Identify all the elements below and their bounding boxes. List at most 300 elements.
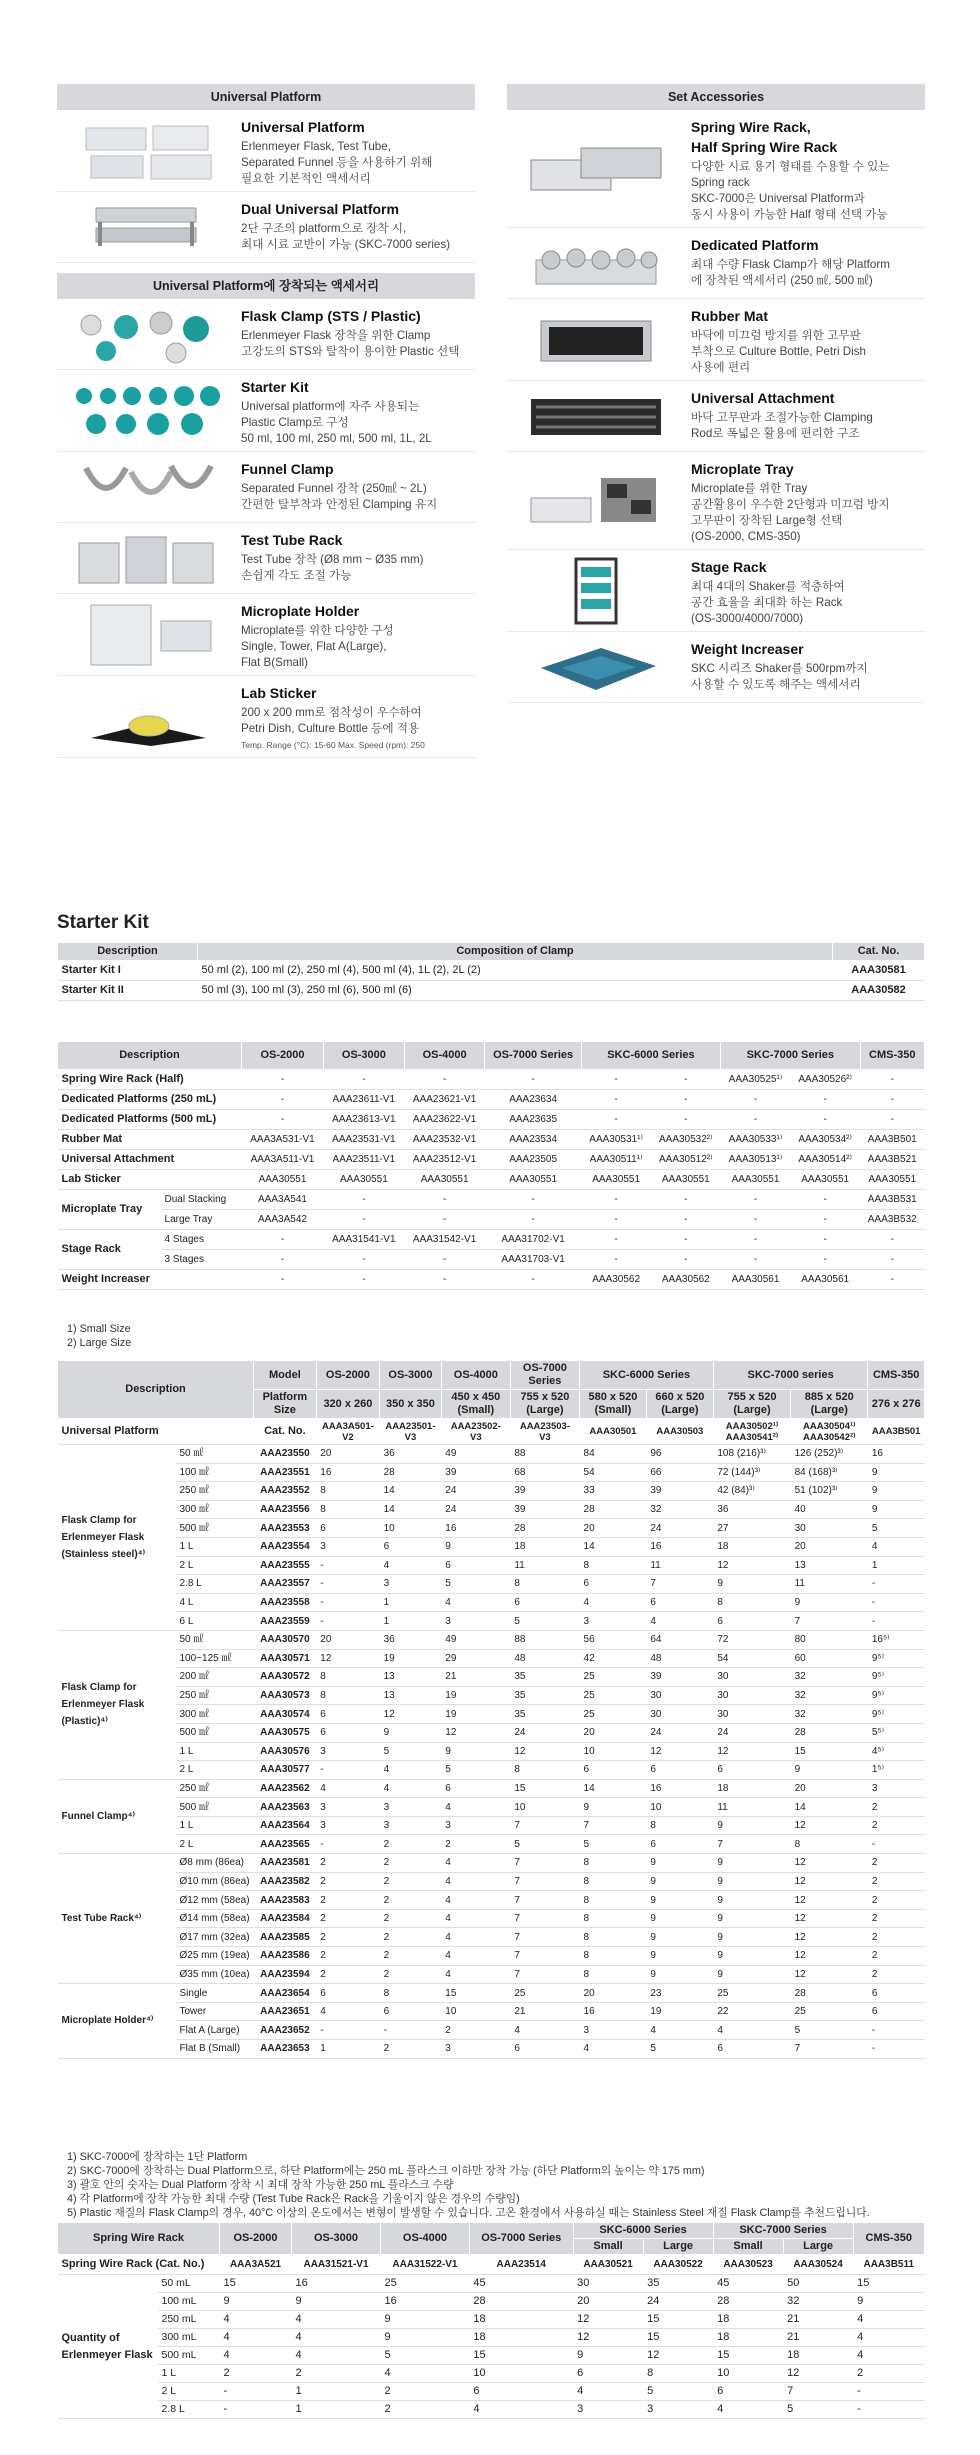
- cell: 39: [441, 1463, 510, 1482]
- test-tube-rack-item-line: Test Tube 장착 (Ø8 mm ~ Ø35 mm): [241, 553, 424, 566]
- cell: 20: [316, 1630, 379, 1649]
- row-label: Dedicated Platforms (250 mL): [58, 1090, 242, 1110]
- table-row: [58, 1835, 925, 1854]
- lab-sticker-item-text: [235, 682, 475, 753]
- note: 1) Small Size: [67, 1323, 131, 1335]
- table-row: [58, 1593, 925, 1612]
- cell: 35: [510, 1705, 579, 1724]
- cell: 4: [646, 1612, 713, 1631]
- microplate-holder-item-text: [235, 600, 475, 671]
- cell: 49: [441, 1630, 510, 1649]
- cell: 5: [380, 1742, 442, 1761]
- group-label: Quantity of Erlenmeyer Flask: [58, 2275, 158, 2419]
- cell: AAA30513¹⁾: [721, 1150, 791, 1170]
- cell: 9: [580, 1798, 647, 1817]
- column-header: SKC-7000 Series: [721, 1042, 860, 1070]
- cell: 13: [791, 1556, 868, 1575]
- cat-no: AAA23554: [254, 1537, 317, 1556]
- table-row: [58, 1519, 925, 1538]
- column-header: OS-3000: [380, 1361, 442, 1390]
- dedicated-platform-item-title: Dedicated Platform: [691, 237, 819, 253]
- microplate-holder-item-line: Flat B(Small): [241, 656, 308, 669]
- tube-image: [57, 529, 235, 589]
- cell: 96: [646, 1445, 713, 1464]
- cell: 39: [510, 1482, 579, 1501]
- cell: 14: [380, 1482, 442, 1501]
- cell: 12: [573, 2311, 643, 2329]
- cell: 18: [713, 2329, 783, 2347]
- row-sublabel: Large Tray: [161, 1210, 242, 1230]
- lab-sticker-item-spec: Temp. Range (°C): 15-60 Max. Speed (rpm): 250: [241, 740, 425, 750]
- cat-no: AAA23559: [254, 1612, 317, 1631]
- cell: 3: [580, 2021, 647, 2040]
- cell: 84 (168)³⁾: [791, 1463, 868, 1482]
- cell: 8: [643, 2365, 713, 2383]
- cell: 9: [853, 2293, 924, 2311]
- cell: 10: [441, 2002, 510, 2021]
- column-header: OS-7000 Series: [510, 1361, 579, 1390]
- cell: -: [868, 1593, 925, 1612]
- cell: 2: [868, 1947, 925, 1966]
- cell: 30: [713, 1705, 790, 1724]
- cell: 6: [316, 1519, 379, 1538]
- cell: -: [651, 1250, 721, 1270]
- spring-wire-rack-item-text: [685, 116, 925, 223]
- microplate-tray-item: [507, 452, 925, 550]
- cell: 7: [580, 1816, 647, 1835]
- table-row: [58, 2329, 925, 2347]
- cell: 15: [643, 2311, 713, 2329]
- group-label: Flask Clamp for Erlenmeyer Flask (Stainless steel)⁴⁾: [58, 1445, 176, 1631]
- cell: 15: [510, 1779, 579, 1798]
- cell: 9: [646, 1909, 713, 1928]
- cell: -: [485, 1190, 581, 1210]
- cell: -: [404, 1250, 485, 1270]
- table-row: [58, 1798, 925, 1817]
- cell: 30: [646, 1705, 713, 1724]
- cell: AAA30562: [651, 1270, 721, 1290]
- row-sublabel: 50 ㎖: [176, 1630, 254, 1649]
- cell: 12: [791, 1891, 868, 1910]
- cell: 25: [580, 1705, 647, 1724]
- cell: 21: [783, 2329, 853, 2347]
- cat-no: AAA23562: [254, 1779, 317, 1798]
- universal-attachment-item-line: 바닥 고무판과 조절가능한 Clamping: [691, 411, 873, 424]
- row-sublabel: 200 ㎖: [176, 1668, 254, 1687]
- cell: 4: [573, 2383, 643, 2401]
- table-row: [58, 1742, 925, 1761]
- cat-no: AAA30577: [254, 1761, 317, 1780]
- cell: 7: [510, 1928, 579, 1947]
- cell: 10: [646, 1798, 713, 1817]
- cell: 49: [441, 1445, 510, 1464]
- cell: AAA31702-V1: [485, 1230, 581, 1250]
- cell: 4: [469, 2401, 573, 2419]
- column-header: Spring Wire Rack: [58, 2223, 220, 2255]
- table-row: [58, 1190, 925, 1210]
- cell: 40: [791, 1500, 868, 1519]
- cell: Starter Kit I: [58, 961, 198, 981]
- column-header: OS-3000: [292, 2223, 381, 2255]
- cell: AAA30525¹⁾: [721, 1070, 791, 1090]
- cat-no: AAA23552: [254, 1482, 317, 1501]
- cell: -: [651, 1210, 721, 1230]
- row-sublabel: 1 L: [176, 1816, 254, 1835]
- microplate-holder-item-title: Microplate Holder: [241, 603, 360, 619]
- cell: 24: [643, 2293, 713, 2311]
- cell: 14: [580, 1779, 647, 1798]
- universal-platform-item-title: Universal Platform: [241, 119, 365, 135]
- stage-rack-item-line: (OS-3000/4000/7000): [691, 612, 804, 625]
- column-header: 320 x 260: [316, 1390, 379, 1419]
- cell: -: [241, 1270, 323, 1290]
- cat-no: AAA23558: [254, 1593, 317, 1612]
- attach-image: [507, 387, 685, 447]
- cell: AAA3B501: [868, 1419, 925, 1445]
- cell: 16: [646, 1537, 713, 1556]
- cell: 5: [380, 2347, 469, 2365]
- cat-no: AAA30575: [254, 1723, 317, 1742]
- cell: 9: [441, 1537, 510, 1556]
- cell: 9: [791, 1761, 868, 1780]
- cell: 25: [510, 1984, 579, 2003]
- cell: 12: [791, 1928, 868, 1947]
- starter-kit-table: [57, 942, 925, 1001]
- cell: 2: [380, 1928, 442, 1947]
- cell: 2: [868, 1909, 925, 1928]
- cell: -: [581, 1070, 651, 1090]
- cell: -: [581, 1090, 651, 1110]
- cell: AAA3B521: [860, 1150, 924, 1170]
- column-header: OS-3000: [323, 1042, 404, 1070]
- table-row: [58, 1500, 925, 1519]
- cell: 2: [380, 1909, 442, 1928]
- cell: 9: [713, 1816, 790, 1835]
- cell: -: [404, 1270, 485, 1290]
- cell: 6: [713, 2040, 790, 2059]
- cell: -: [860, 1110, 924, 1130]
- cell: AAA30551: [790, 1170, 860, 1190]
- cell: 8: [580, 1891, 647, 1910]
- row-sublabel: Ø25 mm (19ea): [176, 1947, 254, 1966]
- cell: 32: [783, 2293, 853, 2311]
- microplate-tray-item-line: Microplate를 위한 Tray: [691, 482, 808, 495]
- stage-rack-item-title: Stage Rack: [691, 559, 767, 575]
- cell: -: [790, 1210, 860, 1230]
- cell: -: [485, 1070, 581, 1090]
- table-row: [58, 1210, 925, 1230]
- funnel-clamp-item-line: 간편한 탈부착과 안정된 Clamping 유지: [241, 498, 438, 511]
- cell: -: [241, 1250, 323, 1270]
- lab-sticker-item-title: Lab Sticker: [241, 685, 317, 701]
- cell: -: [581, 1230, 651, 1250]
- cell: -: [868, 2040, 925, 2059]
- cell: 18: [713, 2311, 783, 2329]
- row-label: Weight Increaser: [58, 1270, 242, 1290]
- column-header: CMS-350: [860, 1042, 924, 1070]
- cell: AAA30551: [721, 1170, 791, 1190]
- table-row: [58, 1250, 925, 1270]
- cell: 13: [380, 1686, 442, 1705]
- cell: 16: [868, 1445, 925, 1464]
- column-header: SKC-6000 Series: [573, 2223, 713, 2239]
- cell: 66: [646, 1463, 713, 1482]
- starter-kit-item-text: [235, 376, 475, 447]
- column-header: Small: [713, 2239, 783, 2255]
- cell: 12: [441, 1723, 510, 1742]
- stage-rack-item-line: 최대 4대의 Shaker를 적층하여: [691, 580, 845, 593]
- cell: 1⁵⁾: [868, 1761, 925, 1780]
- cell: 2: [868, 1816, 925, 1835]
- cell: 2: [380, 2383, 469, 2401]
- weight-increaser-item-title: Weight Increaser: [691, 641, 804, 657]
- cell: 27: [713, 1519, 790, 1538]
- cell: 54: [713, 1649, 790, 1668]
- cell: 33: [580, 1482, 647, 1501]
- column-header: OS-4000: [441, 1361, 510, 1390]
- table-row: [58, 1705, 925, 1724]
- cell: 35: [510, 1668, 579, 1687]
- cell: AAA23621-V1: [404, 1090, 485, 1110]
- cell: AAA30533¹⁾: [721, 1130, 791, 1150]
- cell: 2: [380, 1835, 442, 1854]
- dual-universal-platform-item-line: 최대 시료 교반이 가능 (SKC-7000 series): [241, 238, 451, 251]
- cell: 4: [441, 1798, 510, 1817]
- weight-increaser-item-text: [685, 638, 925, 698]
- universal-attachment-item-title: Universal Attachment: [691, 390, 835, 406]
- cell: 8: [580, 1556, 647, 1575]
- cell: 12: [510, 1742, 579, 1761]
- cell: AAA30503: [646, 1419, 713, 1445]
- cell: -: [790, 1250, 860, 1270]
- cell: 10: [713, 2365, 783, 2383]
- plate-image: [57, 116, 235, 187]
- cell: 6: [713, 1612, 790, 1631]
- row-sublabel: 4 L: [176, 1593, 254, 1612]
- cat-no: AAA23582: [254, 1872, 317, 1891]
- platform-accessories-bar: Universal Platform에 장착되는 액세서리: [57, 273, 475, 299]
- column-header: Description: [58, 943, 198, 961]
- cell: 14: [380, 1500, 442, 1519]
- test-tube-rack-item-title: Test Tube Rack: [241, 532, 343, 548]
- table-row: [58, 1872, 925, 1891]
- cat-no: AAA30573: [254, 1686, 317, 1705]
- cell: 4: [441, 1928, 510, 1947]
- cell: 4: [316, 1779, 379, 1798]
- accessories-table: [57, 1041, 925, 1290]
- cell: 8: [580, 1947, 647, 1966]
- cell: 8: [580, 1872, 647, 1891]
- table-row: [58, 1909, 925, 1928]
- cell: 12: [791, 1947, 868, 1966]
- cell: AAA30511¹⁾: [581, 1150, 651, 1170]
- cell: -: [485, 1270, 581, 1290]
- cell: 21: [510, 2002, 579, 2021]
- stage-rack-item-line: 공간 효율을 최대화 하는 Rack: [691, 596, 843, 609]
- row-sublabel: 50 ㎖: [176, 1445, 254, 1464]
- cell: AAA23514: [469, 2255, 573, 2275]
- cell: 3: [380, 1798, 442, 1817]
- rack-image: [507, 116, 685, 223]
- cell: 14: [791, 1798, 868, 1817]
- cell: 4: [853, 2329, 924, 2347]
- cell: AAA30551: [860, 1170, 924, 1190]
- cat-no: AAA23584: [254, 1909, 317, 1928]
- funnel-image: [57, 458, 235, 518]
- cell: 20: [580, 1984, 647, 2003]
- starter-kit-item-line: Plastic Clamp로 구성: [241, 416, 349, 429]
- header-row: [58, 2223, 925, 2239]
- cell: 15: [220, 2275, 292, 2293]
- cell: 80: [791, 1630, 868, 1649]
- microplate-holder-item-line: Single, Tower, Flat A(Large),: [241, 640, 387, 653]
- cell: 1: [292, 2383, 381, 2401]
- cat-no: AAA23653: [254, 2040, 317, 2059]
- dedicated-platform-item: [507, 228, 925, 299]
- cell: 1: [292, 2401, 381, 2419]
- table-row: [58, 1150, 925, 1170]
- holder-image: [57, 600, 235, 671]
- cell: 9⁵⁾: [868, 1705, 925, 1724]
- cell: 15: [791, 1742, 868, 1761]
- cell: 72 (144)³⁾: [713, 1463, 790, 1482]
- cell: 8: [316, 1668, 379, 1687]
- cell: -: [721, 1230, 791, 1250]
- row-sublabel: 250 ㎖: [176, 1482, 254, 1501]
- cell: -: [860, 1250, 924, 1270]
- group-label: Funnel Clamp⁴⁾: [58, 1779, 176, 1853]
- cell: -: [404, 1070, 485, 1090]
- row-sublabel: 2 L: [176, 1556, 254, 1575]
- row-label: Spring Wire Rack (Half): [58, 1070, 242, 1090]
- cell: AAA30504¹⁾ AAA30542²⁾: [791, 1419, 868, 1445]
- cell: AAA23611-V1: [323, 1090, 404, 1110]
- row-sublabel: 100 ㎖: [176, 1463, 254, 1482]
- cell: 12: [713, 1742, 790, 1761]
- cell: 4: [380, 1779, 442, 1798]
- cell: 4: [316, 2002, 379, 2021]
- accessories-notes: [67, 1322, 131, 1350]
- cell: AAA3B532: [860, 1210, 924, 1230]
- cell: AAA23511-V1: [323, 1150, 404, 1170]
- cell: 22: [713, 2002, 790, 2021]
- dedicated-platform-item-text: [685, 234, 925, 294]
- row-sublabel: 2.8 L: [176, 1575, 254, 1594]
- cat-no: AAA30571: [254, 1649, 317, 1668]
- note: 4) 각 Platform에 장착 가능한 최대 수량 (Test Tube Rack은 Rack을 기울이지 않은 경우의 수량임): [67, 2193, 520, 2205]
- cell: AAA30522: [643, 2255, 713, 2275]
- cell: 9: [646, 1891, 713, 1910]
- stage-image: [507, 556, 685, 627]
- cell: 3: [573, 2401, 643, 2419]
- cell: 5: [580, 1835, 647, 1854]
- cell: 3: [441, 1816, 510, 1835]
- flask-clamp-item-line: Erlenmeyer Flask 장착을 위한 Clamp: [241, 329, 431, 342]
- cell: 4: [646, 2021, 713, 2040]
- row-sublabel: Flat A (Large): [176, 2021, 254, 2040]
- cell: 6: [510, 2040, 579, 2059]
- cell: 15: [853, 2275, 924, 2293]
- funnel-clamp-item-line: Separated Funnel 장착 (250㎖ ~ 2L): [241, 482, 427, 495]
- cell: AAA30551: [485, 1170, 581, 1190]
- cell: -: [241, 1230, 323, 1250]
- column-header: CMS-350: [868, 1361, 925, 1390]
- cell: 45: [469, 2275, 573, 2293]
- cell: AAA30582: [833, 981, 925, 1001]
- cell: 16: [316, 1463, 379, 1482]
- cell: 9: [868, 1500, 925, 1519]
- cell: 9: [868, 1482, 925, 1501]
- cell: AAA30534²⁾: [790, 1130, 860, 1150]
- cat-no: AAA23555: [254, 1556, 317, 1575]
- column-header: OS-7000 Series: [485, 1042, 581, 1070]
- cell: 8: [316, 1482, 379, 1501]
- group-label: Flask Clamp for Erlenmeyer Flask (Plastic)⁴⁾: [58, 1630, 176, 1779]
- cell: 6: [380, 2002, 442, 2021]
- note: 3) 괄호 안의 숫자는 Dual Platform 장착 시 최대 장착 가능한 250 mL 플라스크 수량: [67, 2179, 454, 2191]
- cell: 4: [853, 2347, 924, 2365]
- cell: -: [790, 1090, 860, 1110]
- table-row: [58, 1270, 925, 1290]
- row-sublabel: 250 mL: [158, 2311, 220, 2329]
- cell: 6: [441, 1779, 510, 1798]
- cell: 88: [510, 1630, 579, 1649]
- spring-wire-rack-table: [57, 2222, 925, 2419]
- left-column: [57, 84, 475, 758]
- spring-wire-rack-item-line: Spring rack: [691, 176, 750, 189]
- cell: 7: [510, 1909, 579, 1928]
- cell: AAA30524: [783, 2255, 853, 2275]
- cell: 4: [510, 2021, 579, 2040]
- cell: 1: [316, 2040, 379, 2059]
- note: 1) SKC-7000에 장착하는 1단 Platform: [67, 2151, 248, 2163]
- column-header: Cat. No.: [833, 943, 925, 961]
- cell: 48: [646, 1649, 713, 1668]
- table-row: [58, 1761, 925, 1780]
- cell: 5: [868, 1519, 925, 1538]
- cell: 9: [713, 1909, 790, 1928]
- cell: AAA3A521: [220, 2255, 292, 2275]
- cell: 4: [380, 1556, 442, 1575]
- microplate-tray-item-line: 고무판이 장착된 Large형 선택: [691, 514, 843, 527]
- row-sublabel: Ø14 mm (58ea): [176, 1909, 254, 1928]
- cell: 3: [441, 2040, 510, 2059]
- table-row: [58, 961, 925, 981]
- row-label: Dedicated Platforms (500 mL): [58, 1110, 242, 1130]
- cell: 45: [713, 2275, 783, 2293]
- table-row: [58, 1130, 925, 1150]
- starter-kit-heading: Starter Kit: [57, 912, 149, 933]
- cell: 4: [441, 1909, 510, 1928]
- cell: 50 ml (2), 100 ml (2), 250 ml (4), 500 ml (4), 1L (2), 2L (2): [198, 961, 833, 981]
- cat-no: AAA23557: [254, 1575, 317, 1594]
- cell: 6: [580, 1575, 647, 1594]
- cell: 12: [791, 1909, 868, 1928]
- table-row: [58, 1419, 925, 1445]
- cell: 4: [441, 1854, 510, 1873]
- cell: 25: [580, 1686, 647, 1705]
- row-sublabel: 250 ㎖: [176, 1779, 254, 1798]
- row-sublabel: 1 L: [176, 1537, 254, 1556]
- cell: -: [241, 1070, 323, 1090]
- cell: 10: [510, 1798, 579, 1817]
- cell: -: [316, 1575, 379, 1594]
- cell: 16: [441, 1519, 510, 1538]
- cell: 2: [316, 1928, 379, 1947]
- cell: 18: [783, 2347, 853, 2365]
- cell: 12: [646, 1742, 713, 1761]
- cell: 4: [713, 2021, 790, 2040]
